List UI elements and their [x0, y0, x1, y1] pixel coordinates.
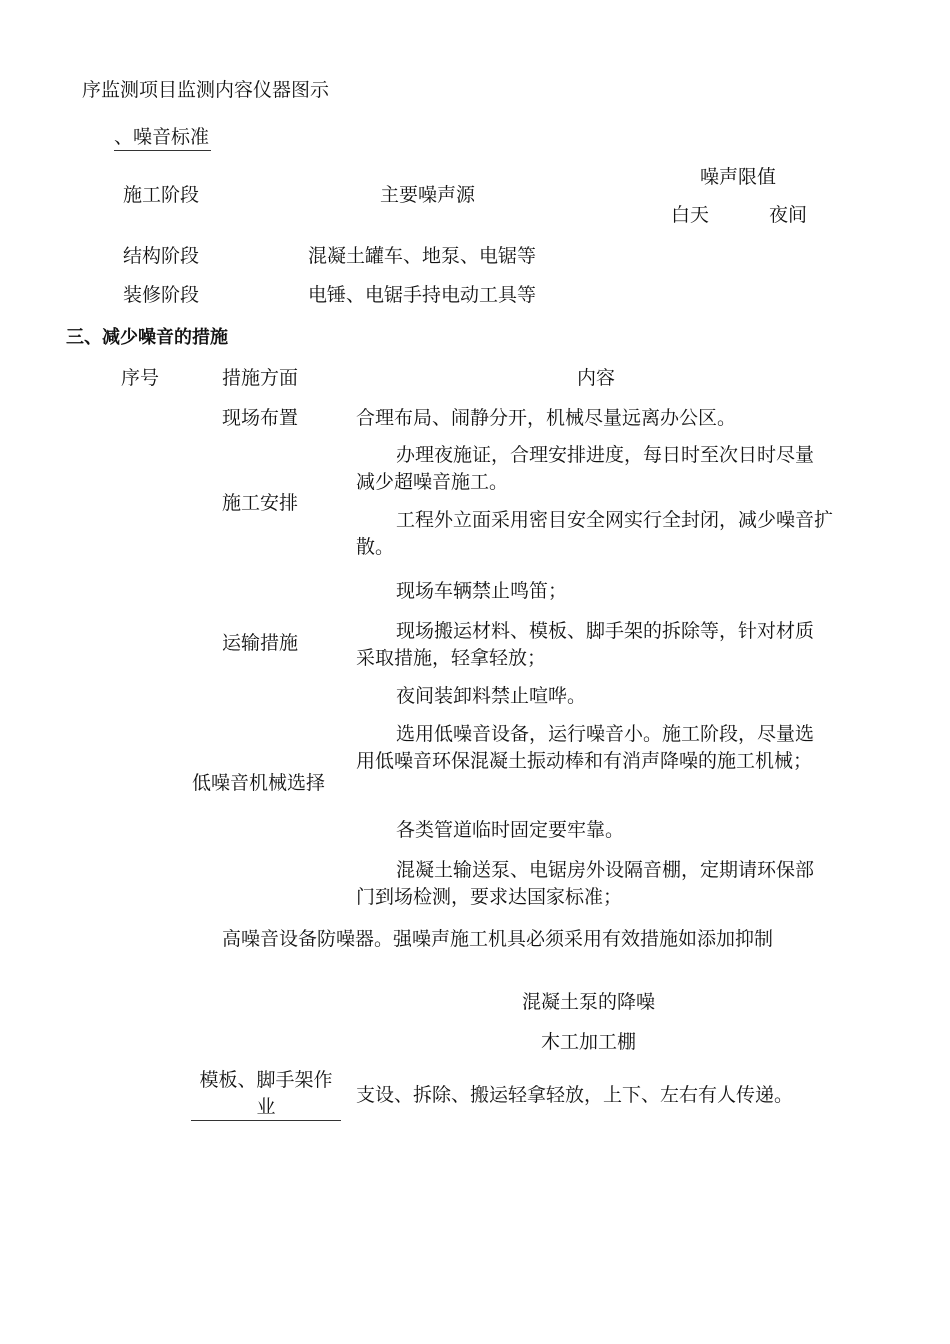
- content-machinery-p2: 各类管道临时固定要牢靠。: [396, 819, 625, 841]
- row-source: 电锤、电锯手持电动工具等: [308, 284, 537, 306]
- col-night: 夜间: [769, 204, 808, 226]
- content-construction-p2: 工程外立面采用密目安全网实行全封闭，减少噪音扩散。: [356, 509, 834, 558]
- row-stage: 结构阶段: [123, 245, 200, 267]
- col-content: 内容: [577, 367, 616, 389]
- content-formwork: 支设、拆除、搬运轻拿轻放，上下、左右有人传递。: [356, 1084, 794, 1106]
- col-limit: 噪声限值: [700, 166, 777, 188]
- col-aspect: 措施方面: [222, 367, 299, 389]
- row-stage: 装修阶段: [123, 284, 200, 306]
- aspect-machinery: 低噪音机械选择: [192, 772, 326, 794]
- content-transport-p2: 现场搬运材料、模板、脚手架的拆除等，针对材质采取措施，轻拿轻放；: [356, 620, 815, 669]
- row-source: 混凝土罐车、地泵、电锯等: [308, 245, 537, 267]
- section3-heading: 三、减少噪音的措施: [66, 327, 228, 348]
- aspect-site-layout: 现场布置: [222, 407, 299, 429]
- noise-standard-heading: 、噪音标准: [114, 124, 211, 151]
- content-transport-p3: 夜间装卸料禁止喧哗。: [396, 685, 587, 707]
- content-machinery-p3: 混凝土输送泵、电锯房外设隔音棚，定期请环保部门到场检测，要求达国家标准；: [356, 859, 815, 908]
- col-stage: 施工阶段: [123, 184, 200, 206]
- content-machinery-p1: 选用低噪音设备，运行噪音小。施工阶段，尽量选用低噪音环保混凝土振动棒和有消声降噪的施工机械；: [356, 723, 815, 772]
- top-line: 序监测项目监测内容仪器图示: [82, 79, 330, 101]
- aspect-formwork: 模板、脚手架作业: [199, 1069, 333, 1118]
- table-bottom-rule: [191, 1120, 341, 1121]
- col-no: 序号: [121, 367, 160, 389]
- aspect-construction: 施工安排: [222, 492, 299, 514]
- content-construction-p1: 办理夜施证，合理安排进度，每日时至次日时尽量减少超噪音施工。: [356, 444, 815, 493]
- col-day: 白天: [671, 204, 710, 226]
- col-source: 主要噪声源: [380, 184, 476, 206]
- aspect-transport: 运输措施: [222, 632, 299, 654]
- high-noise-sub1: 混凝土泵的降噪: [522, 991, 656, 1013]
- content-transport-p1: 现场车辆禁止鸣笛；: [396, 580, 568, 602]
- high-noise-sub2: 木工加工棚: [541, 1031, 637, 1053]
- high-noise-line: 高噪音设备防噪器。强噪声施工机具必须采用有效措施如添加抑制: [222, 928, 774, 950]
- content-site-layout: 合理布局、闹静分开，机械尽量远离办公区。: [356, 407, 737, 429]
